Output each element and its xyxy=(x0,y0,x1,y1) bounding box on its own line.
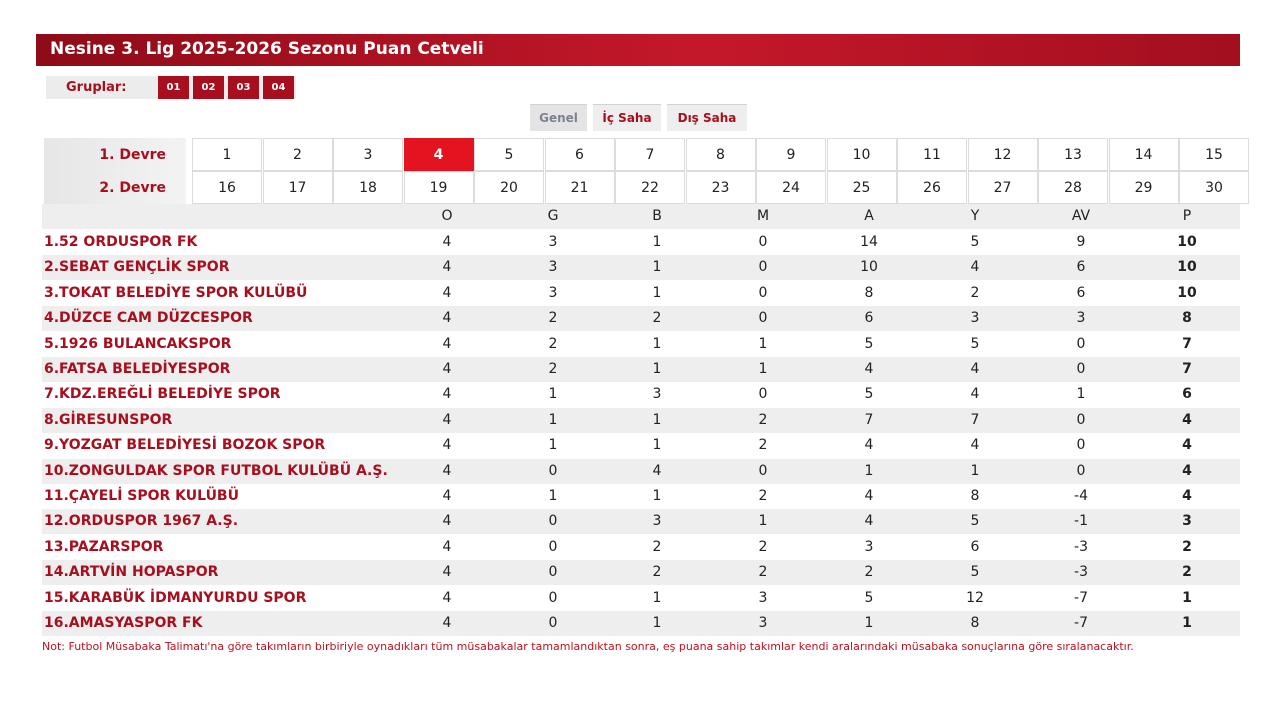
team-name-link[interactable]: 10.ZONGULDAK SPOR FUTBOL KULÜBÜ A.Ş. xyxy=(44,462,388,479)
stat-p: 4 xyxy=(1182,437,1192,454)
table-row xyxy=(42,408,1240,433)
stat-g: 2 xyxy=(548,361,558,377)
stat-av: -3 xyxy=(1074,538,1088,555)
page-title: Nesine 3. Lig 2025-2026 Sezonu Puan Cetveli xyxy=(50,39,484,59)
stat-o: 4 xyxy=(442,513,452,530)
column-header-m: M xyxy=(756,208,770,224)
week-20-button[interactable]: 20 xyxy=(474,171,544,204)
stat-av: 0 xyxy=(1076,437,1086,454)
stat-p: 8 xyxy=(1182,310,1192,327)
group-button-02[interactable]: 02 xyxy=(193,76,224,99)
team-name-link[interactable]: 2.SEBAT GENÇLİK SPOR xyxy=(44,259,230,276)
table-row xyxy=(42,484,1240,509)
stat-av: -7 xyxy=(1074,615,1088,631)
stat-a: 4 xyxy=(864,437,874,454)
tab-genel[interactable]: Genel xyxy=(530,104,587,131)
week-5-button[interactable]: 5 xyxy=(474,138,544,171)
group-button-01[interactable]: 01 xyxy=(158,76,189,99)
stat-b: 4 xyxy=(652,462,662,479)
column-header-y: Y xyxy=(970,208,980,224)
stat-y: 3 xyxy=(970,310,980,327)
week-7-button[interactable]: 7 xyxy=(615,138,685,171)
week-9-button[interactable]: 9 xyxy=(756,138,826,171)
stat-a: 3 xyxy=(864,538,874,555)
stat-av: 9 xyxy=(1076,234,1086,250)
team-name-link[interactable]: 8.GİRESUNSPOR xyxy=(44,411,173,428)
table-row xyxy=(42,357,1240,382)
week-1-button[interactable]: 1 xyxy=(192,138,262,171)
stat-b: 1 xyxy=(652,259,662,276)
stat-m: 1 xyxy=(758,361,768,377)
stat-p: 10 xyxy=(1177,259,1197,276)
stat-m: 1 xyxy=(758,335,768,352)
stat-b: 1 xyxy=(652,589,662,606)
groups-label: Gruplar: xyxy=(66,80,127,95)
team-name-link[interactable]: 16.AMASYASPOR FK xyxy=(44,615,203,631)
team-name-link[interactable]: 13.PAZARSPOR xyxy=(44,538,164,555)
team-name-link[interactable]: 11.ÇAYELİ SPOR KULÜBÜ xyxy=(44,488,239,504)
stat-y: 4 xyxy=(970,437,980,454)
week-21-button[interactable]: 21 xyxy=(545,171,615,204)
team-name-link[interactable]: 6.FATSA BELEDİYESPOR xyxy=(44,361,231,377)
stat-a: 14 xyxy=(860,234,878,250)
week-15-button[interactable]: 15 xyxy=(1179,138,1249,171)
week-8-button[interactable]: 8 xyxy=(686,138,756,171)
table-row xyxy=(42,332,1240,357)
stat-b: 1 xyxy=(652,411,662,428)
stat-o: 4 xyxy=(442,538,452,555)
stat-a: 1 xyxy=(864,462,874,479)
stat-m: 2 xyxy=(758,564,768,581)
stat-g: 1 xyxy=(548,437,558,454)
team-name-link[interactable]: 5.1926 BULANCAKSPOR xyxy=(44,335,232,352)
stat-o: 4 xyxy=(442,462,452,479)
week-14-button[interactable]: 14 xyxy=(1109,138,1179,171)
stat-m: 3 xyxy=(758,589,768,606)
group-button-04[interactable]: 04 xyxy=(263,76,294,99)
team-name-link[interactable]: 1.52 ORDUSPOR FK xyxy=(44,234,198,250)
stat-b: 2 xyxy=(652,310,662,327)
week-4-button[interactable]: 4 xyxy=(404,138,474,171)
stat-m: 0 xyxy=(758,386,768,403)
stat-m: 2 xyxy=(758,488,768,504)
stat-g: 2 xyxy=(548,335,558,352)
stat-m: 2 xyxy=(758,411,768,428)
team-name-link[interactable]: 7.KDZ.EREĞLİ BELEDİYE SPOR xyxy=(44,386,281,403)
stat-g: 0 xyxy=(548,589,558,606)
tab-ic-saha[interactable]: İç Saha xyxy=(593,104,661,131)
stat-g: 1 xyxy=(548,386,558,403)
week-2-button[interactable]: 2 xyxy=(263,138,333,171)
stat-g: 0 xyxy=(548,615,558,631)
stat-p: 7 xyxy=(1182,335,1192,352)
week-10-button[interactable]: 10 xyxy=(827,138,897,171)
stat-a: 5 xyxy=(864,335,874,352)
stat-m: 0 xyxy=(758,462,768,479)
stat-y: 2 xyxy=(970,284,980,301)
stat-g: 3 xyxy=(548,259,558,276)
stat-b: 2 xyxy=(652,564,662,581)
stat-m: 0 xyxy=(758,284,768,301)
stat-y: 5 xyxy=(970,234,980,250)
stat-av: -7 xyxy=(1074,589,1088,606)
stat-b: 1 xyxy=(652,284,662,301)
stat-a: 10 xyxy=(860,259,878,276)
stat-m: 1 xyxy=(758,513,768,530)
week-23-button[interactable]: 23 xyxy=(686,171,756,204)
stat-a: 4 xyxy=(864,361,874,377)
table-row xyxy=(42,611,1240,636)
stat-g: 2 xyxy=(548,310,558,327)
stat-a: 4 xyxy=(864,488,874,504)
stat-av: -4 xyxy=(1074,488,1088,504)
table-row xyxy=(42,382,1240,407)
group-button-03[interactable]: 03 xyxy=(228,76,259,99)
column-header-b: B xyxy=(652,208,662,224)
team-name-link[interactable]: 3.TOKAT BELEDİYE SPOR KULÜBÜ xyxy=(44,284,308,301)
stat-a: 6 xyxy=(864,310,874,327)
stat-y: 5 xyxy=(970,513,980,530)
week-18-button[interactable]: 18 xyxy=(333,171,403,204)
table-row xyxy=(42,535,1240,560)
stat-y: 8 xyxy=(970,488,980,504)
stat-av: 0 xyxy=(1076,462,1086,479)
stat-y: 4 xyxy=(970,259,980,276)
stat-y: 8 xyxy=(970,615,980,631)
team-name-link[interactable]: 14.ARTVİN HOPASPOR xyxy=(44,564,219,581)
stat-m: 0 xyxy=(758,234,768,250)
week-3-button[interactable]: 3 xyxy=(333,138,403,171)
stat-g: 0 xyxy=(548,564,558,581)
stat-o: 4 xyxy=(442,564,452,581)
stat-y: 4 xyxy=(970,361,980,377)
column-header-av: AV xyxy=(1071,208,1091,224)
stat-av: 3 xyxy=(1076,310,1086,327)
week-17-button[interactable]: 17 xyxy=(263,171,333,204)
stat-p: 2 xyxy=(1182,564,1192,581)
stat-g: 3 xyxy=(548,284,558,301)
column-header-g: G xyxy=(547,208,559,224)
table-row xyxy=(42,560,1240,585)
stat-o: 4 xyxy=(442,234,452,250)
table-row xyxy=(42,509,1240,534)
team-name-link[interactable]: 15.KARABÜK İDMANYURDU SPOR xyxy=(44,589,307,606)
week-13-button[interactable]: 13 xyxy=(1038,138,1108,171)
stat-o: 4 xyxy=(442,437,452,454)
page-header xyxy=(36,34,1240,66)
stat-a: 5 xyxy=(864,589,874,606)
week-28-button[interactable]: 28 xyxy=(1038,171,1108,204)
stat-a: 2 xyxy=(864,564,874,581)
stat-o: 4 xyxy=(442,615,452,631)
stat-y: 1 xyxy=(970,462,980,479)
stat-p: 7 xyxy=(1182,361,1192,377)
stat-a: 1 xyxy=(864,615,874,631)
column-header-o: O xyxy=(441,208,453,224)
stat-av: 6 xyxy=(1076,259,1086,276)
stat-g: 0 xyxy=(548,513,558,530)
stat-b: 1 xyxy=(652,335,662,352)
stat-g: 0 xyxy=(548,462,558,479)
stat-m: 2 xyxy=(758,437,768,454)
stat-p: 4 xyxy=(1182,411,1192,428)
stat-y: 6 xyxy=(970,538,980,555)
stat-y: 5 xyxy=(970,335,980,352)
stat-m: 2 xyxy=(758,538,768,555)
table-row xyxy=(42,255,1240,280)
stat-m: 0 xyxy=(758,259,768,276)
table-header-row xyxy=(42,204,1240,229)
stat-av: -3 xyxy=(1074,564,1088,581)
stat-b: 1 xyxy=(652,488,662,504)
stat-g: 1 xyxy=(548,411,558,428)
stat-p: 10 xyxy=(1177,234,1197,250)
stat-g: 0 xyxy=(548,538,558,555)
week-11-button[interactable]: 11 xyxy=(897,138,967,171)
team-name-link[interactable]: 9.YOZGAT BELEDİYESİ BOZOK SPOR xyxy=(44,437,326,454)
stat-av: 0 xyxy=(1076,411,1086,428)
week-29-button[interactable]: 29 xyxy=(1109,171,1179,204)
team-name-link[interactable]: 4.DÜZCE CAM DÜZCESPOR xyxy=(44,310,253,327)
table-row xyxy=(42,433,1240,458)
stat-y: 7 xyxy=(970,411,980,428)
stat-p: 1 xyxy=(1182,589,1192,606)
second-half-label: 2. Devre xyxy=(44,171,186,204)
team-name-link[interactable]: 12.ORDUSPOR 1967 A.Ş. xyxy=(44,513,239,530)
stat-o: 4 xyxy=(442,284,452,301)
stat-o: 4 xyxy=(442,386,452,403)
week-22-button[interactable]: 22 xyxy=(615,171,685,204)
stat-b: 1 xyxy=(652,361,662,377)
stat-y: 4 xyxy=(970,386,980,403)
stat-av: 6 xyxy=(1076,284,1086,301)
stat-o: 4 xyxy=(442,361,452,377)
stat-p: 4 xyxy=(1182,462,1192,479)
week-12-button[interactable]: 12 xyxy=(968,138,1038,171)
stat-a: 8 xyxy=(864,284,874,301)
stat-a: 5 xyxy=(864,386,874,403)
week-25-button[interactable]: 25 xyxy=(827,171,897,204)
column-header-a: A xyxy=(864,208,874,224)
table-row xyxy=(42,586,1240,611)
stat-p: 4 xyxy=(1182,488,1192,504)
week-19-button[interactable]: 19 xyxy=(404,171,474,204)
table-row xyxy=(42,306,1240,331)
footnote: Not: Futbol Müsabaka Talimatı'na göre takımların birbiriyle oynadıkları tüm müsabakalar tamamlandıktan sonra, eş puana sahip takımlar kendi aralarındaki müsabaka sonuçlarına göre sıralanacaktır. xyxy=(42,640,1134,653)
week-26-button[interactable]: 26 xyxy=(897,171,967,204)
stat-av: 1 xyxy=(1076,386,1086,403)
stat-m: 3 xyxy=(758,615,768,631)
table-row xyxy=(42,281,1240,306)
stat-p: 10 xyxy=(1177,284,1197,301)
week-16-button[interactable]: 16 xyxy=(192,171,262,204)
week-30-button[interactable]: 30 xyxy=(1179,171,1249,204)
stat-b: 3 xyxy=(652,513,662,530)
week-24-button[interactable]: 24 xyxy=(756,171,826,204)
stat-av: 0 xyxy=(1076,335,1086,352)
stat-b: 1 xyxy=(652,234,662,250)
stat-av: -1 xyxy=(1074,513,1088,530)
stat-o: 4 xyxy=(442,411,452,428)
stat-b: 1 xyxy=(652,437,662,454)
week-6-button[interactable]: 6 xyxy=(545,138,615,171)
stat-p: 1 xyxy=(1182,615,1192,631)
stat-y: 12 xyxy=(966,589,984,606)
stat-p: 6 xyxy=(1182,386,1192,403)
group-selector xyxy=(46,76,296,99)
stat-o: 4 xyxy=(442,310,452,327)
table-row xyxy=(42,230,1240,255)
stat-y: 5 xyxy=(970,564,980,581)
stat-g: 1 xyxy=(548,488,558,504)
stat-b: 3 xyxy=(652,386,662,403)
stat-g: 3 xyxy=(548,234,558,250)
stat-o: 4 xyxy=(442,335,452,352)
column-header-p: P xyxy=(1182,208,1192,224)
stat-o: 4 xyxy=(442,589,452,606)
stat-o: 4 xyxy=(442,259,452,276)
stat-b: 1 xyxy=(652,615,662,631)
first-half-label: 1. Devre xyxy=(44,138,186,171)
stat-av: 0 xyxy=(1076,361,1086,377)
stat-a: 4 xyxy=(864,513,874,530)
stat-o: 4 xyxy=(442,488,452,504)
stat-b: 2 xyxy=(652,538,662,555)
tab-dis-saha[interactable]: Dış Saha xyxy=(667,104,747,131)
stat-p: 3 xyxy=(1182,513,1192,530)
week-27-button[interactable]: 27 xyxy=(968,171,1038,204)
stat-p: 2 xyxy=(1182,538,1192,555)
stat-a: 7 xyxy=(864,411,874,428)
stat-m: 0 xyxy=(758,310,768,327)
table-row xyxy=(42,459,1240,484)
